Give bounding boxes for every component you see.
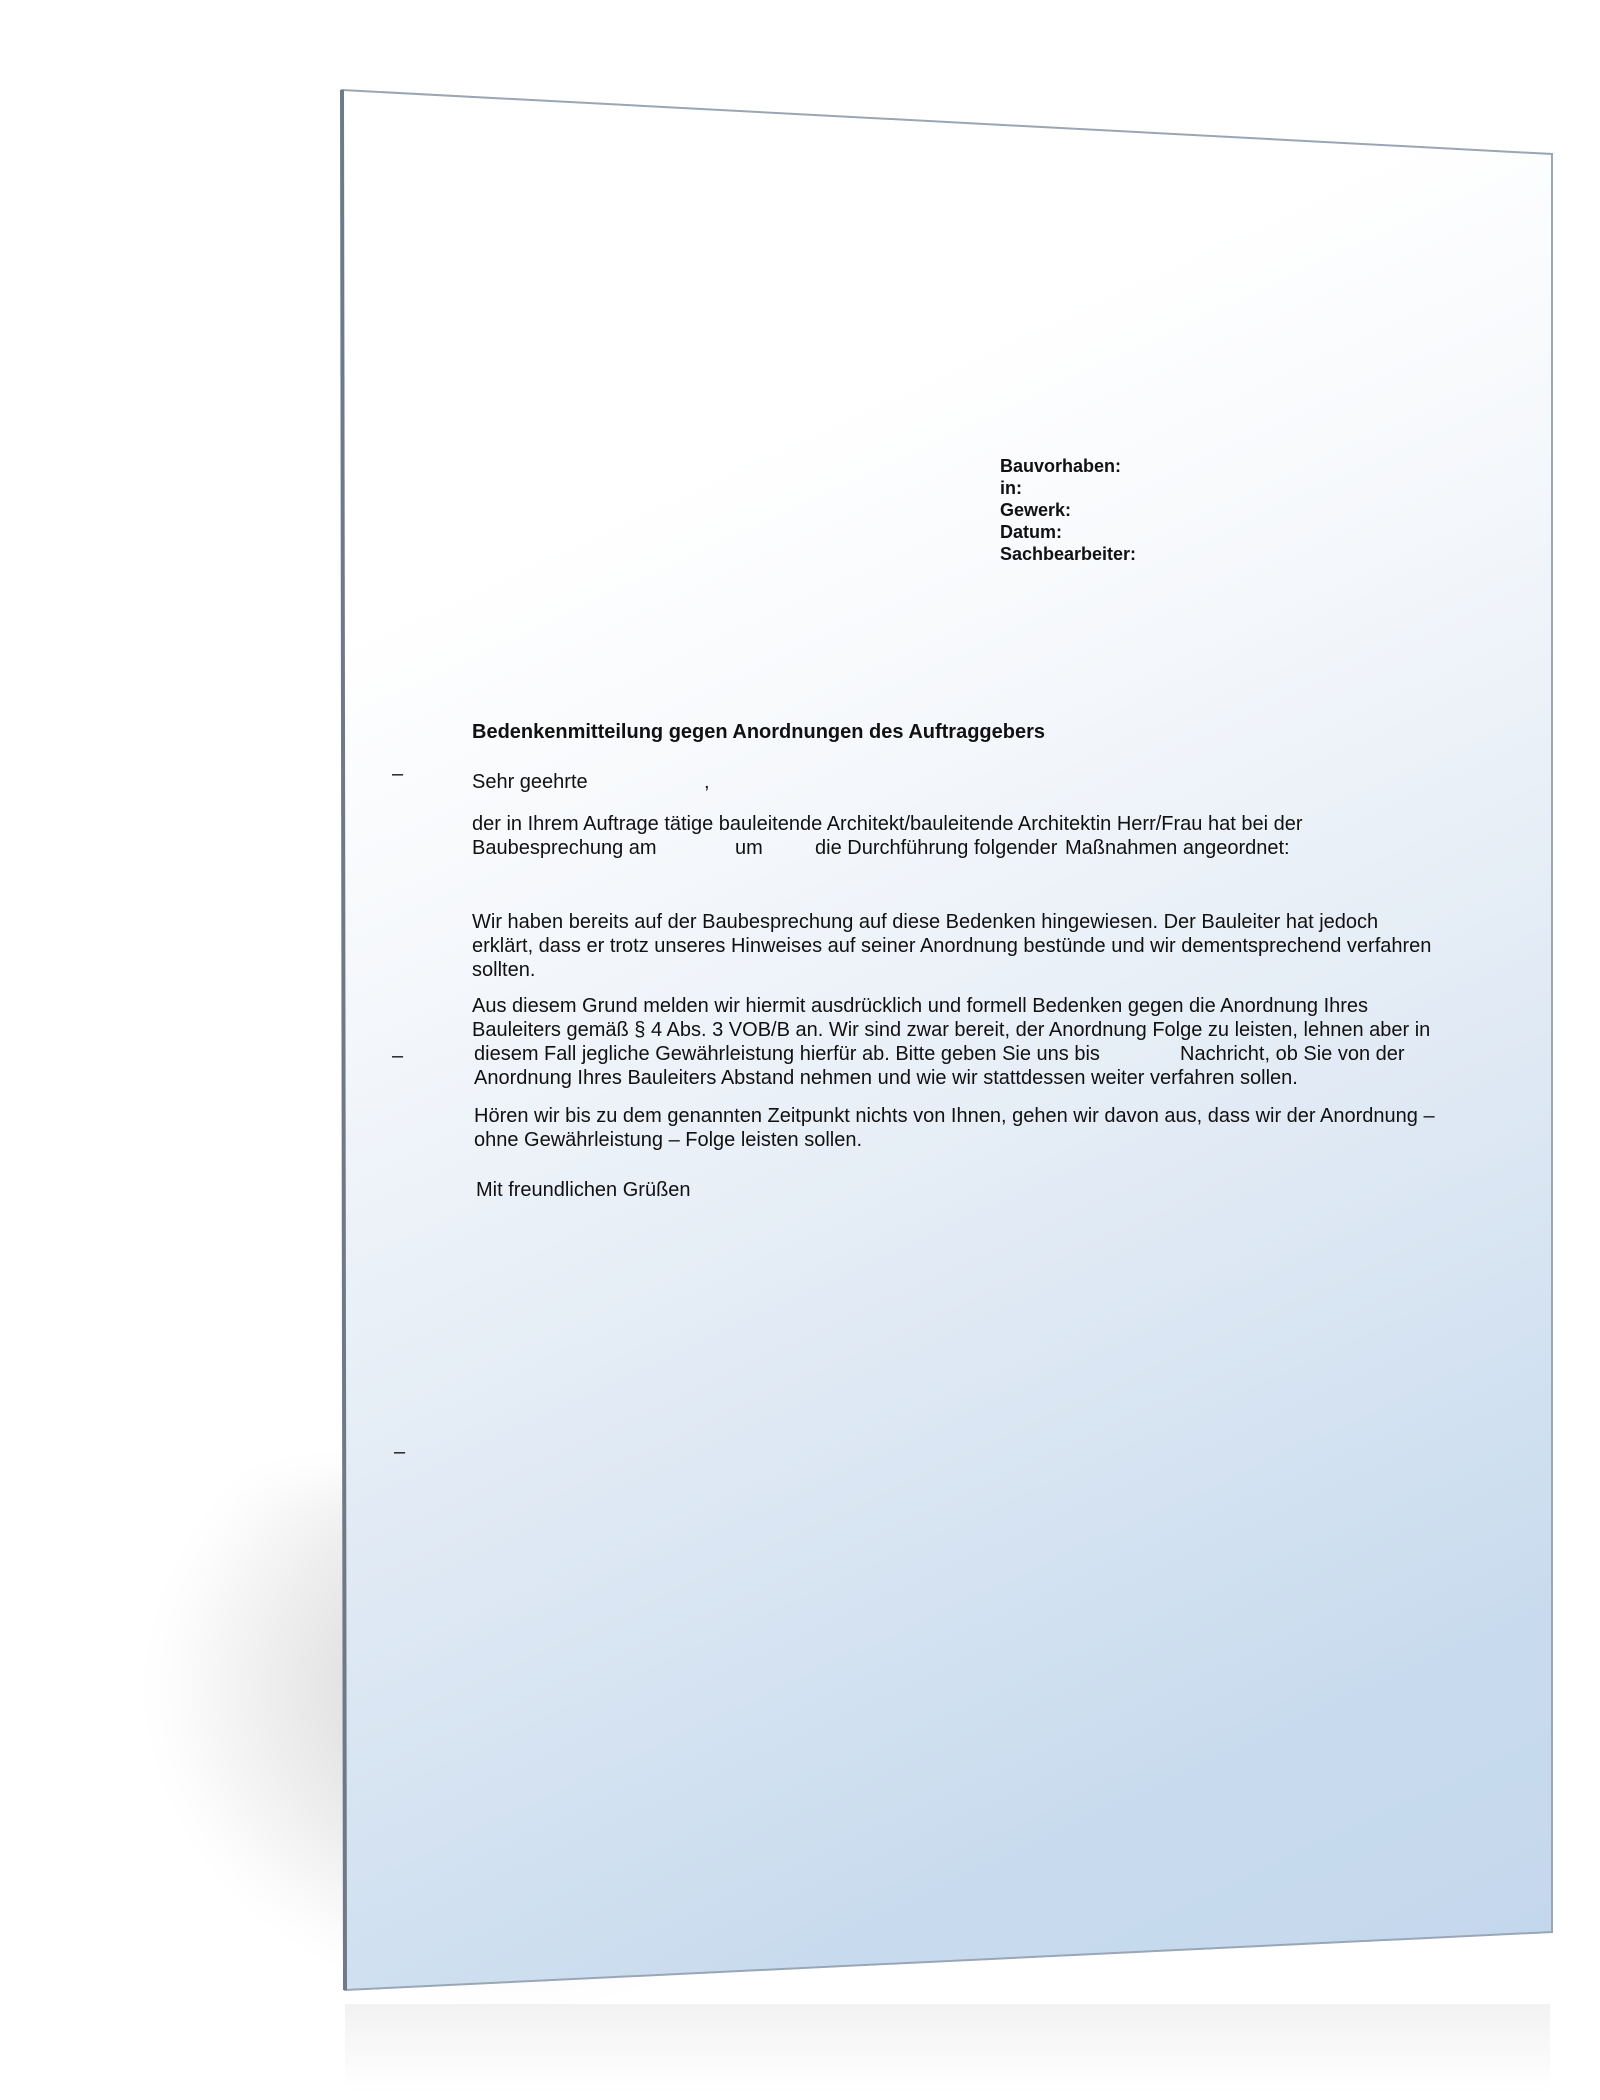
p3-line3-a: diesem Fall jegliche Gewährleistung hierfür ab. Bitte geben Sie uns bis — [474, 1043, 1100, 1065]
salutation: Sehr geehrte — [472, 771, 588, 793]
letter-subject: Bedenkenmitteilung gegen Anordnungen des Auftraggebers — [472, 721, 1046, 743]
p3-line2: Bauleiters gemäß § 4 Abs. 3 VOB/B an. Wir sind zwar bereit, der Anordnung Folge zu leisten, lehnen aber in — [472, 1019, 1431, 1041]
p3-line1: Aus diesem Grund melden wir hiermit ausdrücklich und formell Bedenken gegen die Anordnung Ihres — [472, 995, 1369, 1017]
p2-line2: erklärt, dass er trotz unseres Hinweises auf seiner Anordnung bestünde und wir dementsprechend verfahren — [472, 935, 1432, 957]
fold-mark-1: – — [392, 763, 404, 785]
fold-mark-2: – — [392, 1045, 404, 1067]
p2-line3: sollten. — [472, 959, 536, 981]
p4-line2: ohne Gewährleistung – Folge leisten sollen. — [474, 1129, 863, 1151]
meta-sachbearbeiter: Sachbearbeiter: — [1000, 544, 1137, 564]
meta-bauvorhaben: Bauvorhaben: — [1000, 456, 1122, 476]
meta-datum: Datum: — [1000, 522, 1062, 542]
p4-line1: Hören wir bis zu dem genannten Zeitpunkt nichts von Ihnen, gehen wir davon aus, dass wir der Anordnung – — [474, 1105, 1435, 1127]
p1-line2-d: Maßnahmen angeordnet: — [1065, 837, 1290, 859]
p2-line1: Wir haben bereits auf der Baubesprechung auf diese Bedenken hingewiesen. Der Bauleiter hat jedoch — [472, 911, 1379, 933]
p3-line4: Anordnung Ihres Bauleiters Abstand nehmen und wie wir stattdessen weiter verfahren sollen. — [474, 1067, 1298, 1089]
p1-line2-b: um — [735, 837, 763, 859]
p1-line2-c: die Durchführung folgender — [815, 837, 1058, 859]
p1-line1: der in Ihrem Auftrage tätige bauleitende Architekt/bauleitende Architektin Herr/Frau hat bei der — [472, 813, 1303, 835]
closing: Mit freundlichen Grüßen — [476, 1179, 691, 1201]
meta-in: in: — [1000, 478, 1022, 498]
fold-mark-3: – — [394, 1441, 406, 1463]
meta-gewerk: Gewerk: — [1000, 500, 1072, 520]
p3-line3-b: Nachricht, ob Sie von der — [1180, 1043, 1405, 1065]
salutation-comma: , — [704, 771, 710, 793]
p1-line2-a: Baubesprechung am — [472, 837, 657, 859]
